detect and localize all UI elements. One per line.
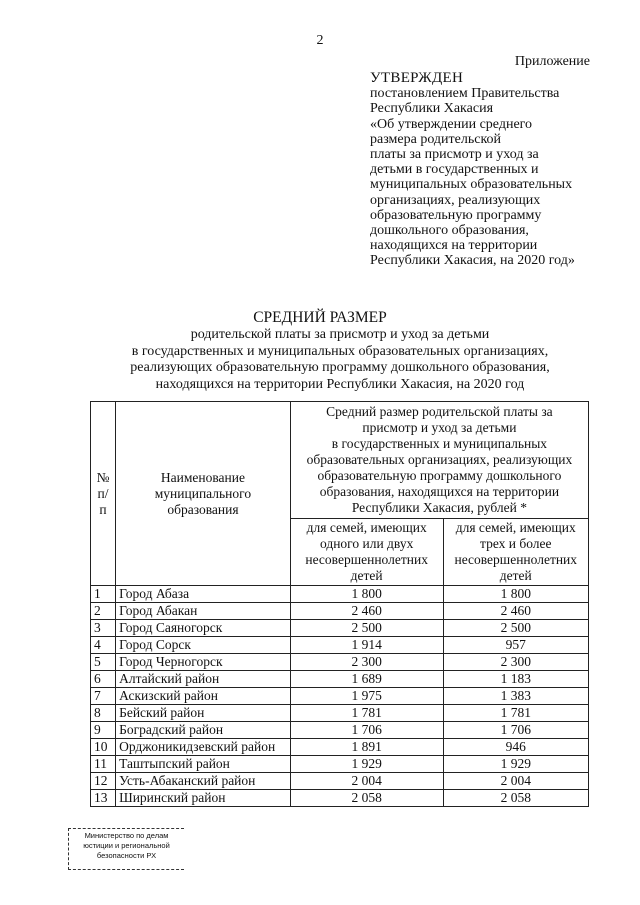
municipality-name: Боградский район — [116, 722, 291, 739]
municipality-name: Усть-Абаканский район — [116, 773, 291, 790]
fee-one-or-two: 1 914 — [290, 637, 443, 654]
approval-line: размера родительской — [370, 131, 502, 147]
header-municipality: Наименование муниципального образования — [116, 402, 291, 586]
approval-line: Республики Хакасия, на 2020 год» — [370, 253, 575, 269]
fee-one-or-two: 1 689 — [290, 671, 443, 688]
municipality-name: Таштыпский район — [116, 756, 291, 773]
subtitle-line: реализующих образовательную программу дошкольного образования, — [130, 360, 550, 375]
approval-line: постановлением Правительства — [370, 86, 560, 102]
row-number: 6 — [91, 671, 116, 688]
municipality-name: Орджоникидзевский район — [116, 739, 291, 756]
table-row — [91, 790, 589, 807]
fee-three-or-more: 1 183 — [443, 671, 588, 688]
fee-three-or-more: 946 — [443, 739, 588, 756]
row-number: 10 — [91, 739, 116, 756]
row-number: 12 — [91, 773, 116, 790]
row-number: 13 — [91, 790, 116, 807]
municipality-name: Бейский район — [116, 705, 291, 722]
row-number: 7 — [91, 688, 116, 705]
municipality-name: Город Сорск — [116, 637, 291, 654]
row-number: 3 — [91, 620, 116, 637]
fee-three-or-more: 1 706 — [443, 722, 588, 739]
subtitle-line: родительской платы за присмотр и уход за детьми — [190, 327, 490, 342]
approval-line: образовательную программу — [370, 207, 542, 223]
fee-one-or-two: 1 891 — [290, 739, 443, 756]
fee-one-or-two: 1 800 — [290, 586, 443, 603]
document-title: СРЕДНИЙ РАЗМЕР — [253, 309, 387, 326]
table-row — [91, 620, 589, 637]
appendix-label: Приложение — [514, 54, 590, 69]
table-row — [91, 688, 589, 705]
approval-line: Республики Хакасия — [370, 101, 494, 117]
approval-line: муниципальных образовательных — [370, 177, 573, 193]
row-number: 11 — [91, 756, 116, 773]
header-three-or-more-children: для семей, имеющих трех и более несовершеннолетних детей — [443, 519, 588, 586]
header-one-or-two-children: для семей, имеющих одного или двух несовершеннолетних детей — [290, 519, 443, 586]
table-row — [91, 756, 589, 773]
fee-three-or-more: 1 383 — [443, 688, 588, 705]
subtitle-line: находящихся на территории Республики Хакасия, на 2020 год — [155, 376, 525, 392]
row-number: 9 — [91, 722, 116, 739]
municipality-name: Город Абаза — [116, 586, 291, 603]
table-row — [91, 654, 589, 671]
table-row — [91, 722, 589, 739]
fee-three-or-more: 2 300 — [443, 654, 588, 671]
fee-one-or-two: 2 004 — [290, 773, 443, 790]
municipality-name: Город Абакан — [116, 603, 291, 620]
fees-table — [90, 401, 589, 807]
approval-line: платы за присмотр и уход за — [370, 147, 539, 163]
municipality-name: Город Саяногорск — [116, 620, 291, 637]
fee-three-or-more: 1 929 — [443, 756, 588, 773]
table-row — [91, 586, 589, 603]
approval-block — [370, 71, 610, 269]
row-number: 8 — [91, 705, 116, 722]
municipality-name: Алтайский район — [116, 671, 291, 688]
stamp-line: юстиции и региональной — [83, 841, 170, 850]
table-row — [91, 705, 589, 722]
approval-line: детьми в государственных и — [370, 162, 539, 178]
fee-one-or-two: 2 058 — [290, 790, 443, 807]
fee-one-or-two: 2 300 — [290, 654, 443, 671]
fee-three-or-more: 2 058 — [443, 790, 588, 807]
fee-one-or-two: 2 460 — [290, 603, 443, 620]
fee-one-or-two: 2 500 — [290, 620, 443, 637]
registration-stamp — [68, 828, 184, 870]
municipality-name: Ширинский район — [116, 790, 291, 807]
approval-line: находящихся на территории — [370, 238, 538, 254]
approval-title: УТВЕРЖДЕН — [370, 70, 464, 86]
document-subtitle — [100, 327, 580, 393]
fee-three-or-more: 2 500 — [443, 620, 588, 637]
fee-three-or-more: 2 460 — [443, 603, 588, 620]
header-number: № п/п — [91, 402, 116, 586]
table-row — [91, 739, 589, 756]
row-number: 4 — [91, 637, 116, 654]
table-row — [91, 603, 589, 620]
fee-one-or-two: 1 781 — [290, 705, 443, 722]
table-row — [91, 773, 589, 790]
subtitle-line: в государственных и муниципальных образовательных организациях, — [131, 343, 549, 359]
fee-one-or-two: 1 706 — [290, 722, 443, 739]
fee-three-or-more: 1 800 — [443, 586, 588, 603]
row-number: 2 — [91, 603, 116, 620]
municipality-name: Аскизский район — [116, 688, 291, 705]
page-number: 2 — [316, 33, 324, 48]
row-number: 5 — [91, 654, 116, 671]
stamp-line: безопасности РХ — [96, 851, 157, 860]
approval-line: «Об утверждении среднего — [370, 116, 533, 132]
municipality-name: Город Черногорск — [116, 654, 291, 671]
fee-one-or-two: 1 929 — [290, 756, 443, 773]
table-row — [91, 671, 589, 688]
table-row — [91, 637, 589, 654]
fee-three-or-more: 1 781 — [443, 705, 588, 722]
header-average-fee: Средний размер родительской платы за присмотр и уход за детьми в государственных и муниципальных образовательных организациях, реализующих образовательную программу дошкольного образования, находящихся на территории Республики Хакасия, рублей * — [290, 402, 588, 519]
fee-three-or-more: 957 — [443, 637, 588, 654]
row-number: 1 — [91, 586, 116, 603]
stamp-line: Министерство по делам — [84, 831, 169, 840]
approval-line: организациях, реализующих — [370, 192, 541, 208]
fee-one-or-two: 1 975 — [290, 688, 443, 705]
approval-line: дошкольного образования, — [370, 223, 529, 239]
fee-three-or-more: 2 004 — [443, 773, 588, 790]
